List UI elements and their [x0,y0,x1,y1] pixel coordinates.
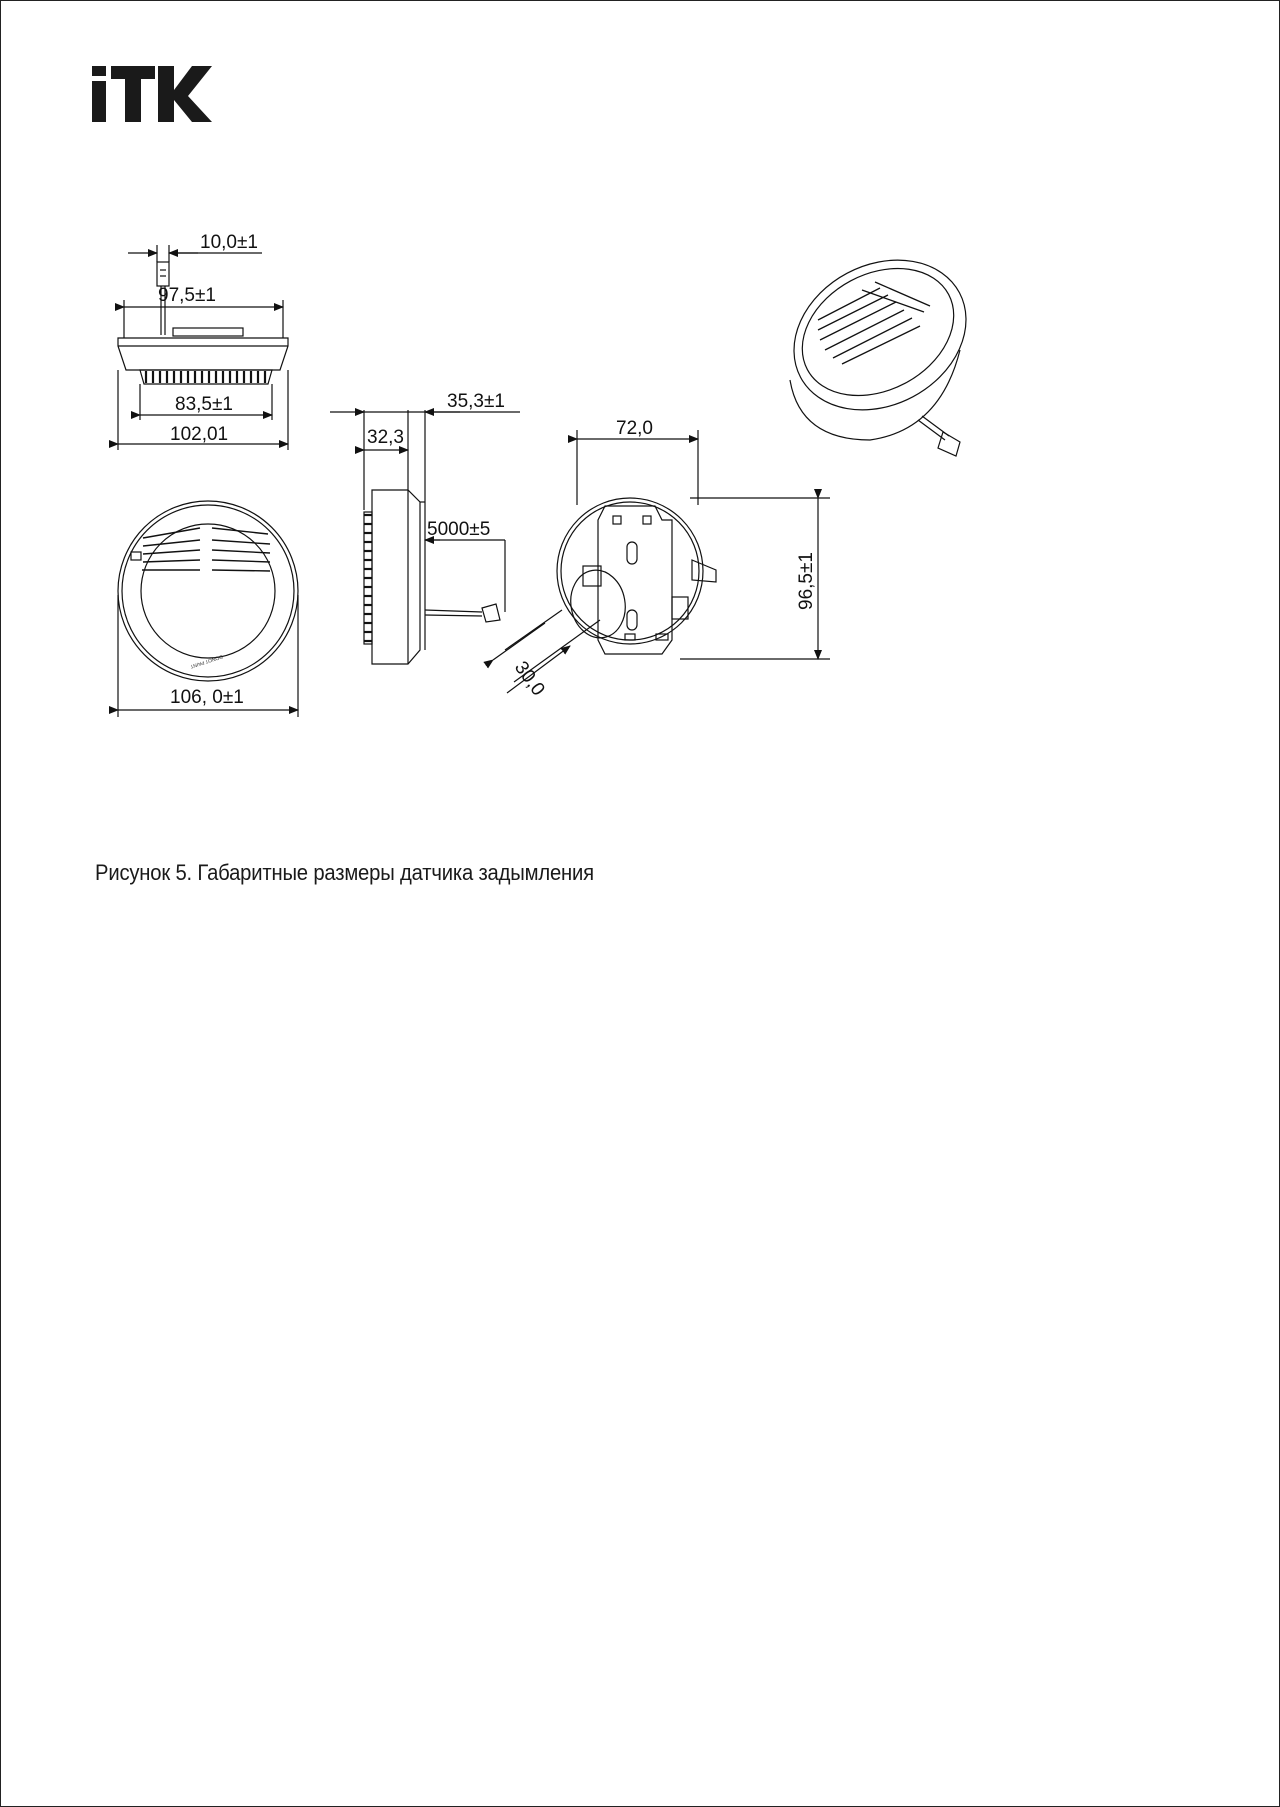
dim-label-base-height: 96,5±1 [796,552,817,610]
dim-label-side-height: 32,3 [367,427,404,448]
side-view [330,410,520,664]
dim-label-overall-width: 102,01 [170,424,229,445]
dim-label-connector: 10,0±1 [200,232,258,253]
device-marking-do-not-paint: DONOT PAINT [189,653,224,670]
dim-label-base-width: 72,0 [616,418,653,439]
front-view [118,501,298,717]
profile-view [118,245,288,450]
figure-caption: Рисунок 5. Габаритные размеры датчика задымления [95,860,594,885]
dim-label-front-diameter: 106, 0±1 [170,687,244,708]
dim-label-top-width: 97,5±1 [158,285,216,306]
back-view [493,430,830,693]
isometric-view [768,231,993,456]
dim-label-cable-length: 5000±5 [427,519,491,540]
technical-drawing [0,0,1280,760]
dim-label-inner-base: 83,5±1 [175,394,233,415]
dim-label-hole-diameter: 30,0 [509,657,549,700]
dim-label-side-total: 35,3±1 [447,391,505,412]
